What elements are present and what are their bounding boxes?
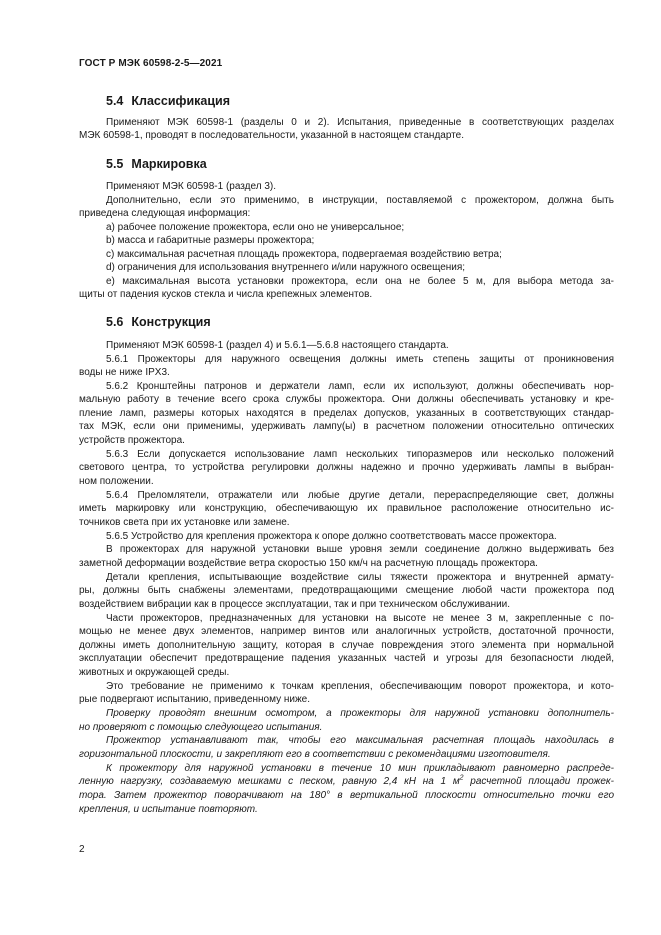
list-item: d) ограничения для использования внутреннего и/или наружного освещения; bbox=[106, 262, 466, 273]
paragraph-line: Это требование не применимо к точкам крепления, обеспечивающим поворот прожектора, и кото- bbox=[106, 681, 614, 692]
paragraph-line: тах МЭК, если они применимы, удерживать лампу(ы) в расчетном положении относительно оптических bbox=[79, 421, 614, 432]
section-number: 5.6 bbox=[106, 315, 124, 329]
list-item: а) рабочее положение прожектора, если оно не универсальное; bbox=[106, 222, 405, 233]
paragraph-line: животных и окружающей среды. bbox=[79, 667, 230, 678]
paragraph-line: должны иметь дополнительную защиту, которая в случае повреждения этого элемента при нормальной bbox=[79, 640, 614, 651]
section-heading-5-5 bbox=[106, 157, 207, 171]
superscript: 2 bbox=[459, 774, 464, 782]
paragraph-line: Применяют МЭК 60598-1 (разделы 0 и 2). Испытания, приведенные в соответствующих разделах bbox=[106, 117, 614, 128]
paragraph-line: иметь маркировку или конструкцию, обеспечивающую их правильное расположение относительно ис- bbox=[79, 503, 614, 514]
paragraph-line: воздействием вибрации как в процессе эксплуатации, так и при техническом обслуживании. bbox=[79, 599, 511, 610]
section-title: Конструкция bbox=[131, 315, 211, 329]
text-segment: расчетной площади прожек- bbox=[463, 776, 614, 787]
paragraph-line: Детали крепления, испытывающие воздействие силы тяжести прожектора и внутренней армату- bbox=[106, 572, 614, 583]
paragraph-line: 5.6.2 Кронштейны патронов и держатели ламп, если их используют, должны обеспечивать нор- bbox=[106, 381, 614, 392]
paragraph-line: В прожекторах для наружной установки выше уровня земли соединение должно выдерживать без bbox=[106, 544, 614, 555]
test-text-line: крепления, и испытание повторяют. bbox=[79, 804, 258, 815]
page-number: 2 bbox=[79, 844, 85, 855]
paragraph-line: Применяют МЭК 60598-1 (раздел 3). bbox=[106, 181, 276, 192]
test-text-line: горизонтальной плоскости, и закрепляют его в соответствии с рекомендациями изготовителя. bbox=[79, 749, 551, 760]
paragraph-line: 5.6.1 Прожекторы для наружного освещения должны иметь степень защиты от проникновения bbox=[106, 354, 614, 365]
paragraph-line: точников света при их установке или замене. bbox=[79, 517, 290, 528]
paragraph-line: Дополнительно, если это применимо, в инструкции, поставляемой с прожектором, должна быть bbox=[106, 195, 614, 206]
section-number: 5.4 bbox=[106, 94, 124, 108]
paragraph-line: заметной деформации воздействие ветра скоростью 150 км/ч на расчетную площадь прожектора. bbox=[79, 558, 538, 569]
paragraph-line: эксплуатации обеспечит предотвращение падения указанных частей и угрозы для безопасности людей, bbox=[79, 653, 614, 664]
test-text-line bbox=[79, 776, 614, 788]
paragraph-line: устройств прожектора. bbox=[79, 435, 185, 446]
section-heading-5-6 bbox=[106, 315, 211, 329]
text-segment: ленную нагрузку, создаваемую мешками с песком, равную 2,4 кН на 1 м bbox=[79, 776, 460, 787]
section-number: 5.5 bbox=[106, 157, 124, 171]
paragraph-line: ном положении. bbox=[79, 476, 154, 487]
test-text-line: тора. Затем прожектор поворачивают на 180° в вертикальной плоскости относительно точки его bbox=[79, 790, 614, 801]
paragraph-line: пление ламп, размеры которых находятся в пределах допусков, указанных в соответствующих стандар- bbox=[79, 408, 614, 419]
test-text-line: но проверяют с помощью следующего испытания. bbox=[79, 722, 323, 733]
paragraph-line: ры, должны быть снабжены элементами, предотвращающими смещение любой части прожектора под bbox=[79, 585, 614, 596]
list-item: c) максимальная расчетная площадь прожектора, подвергаемая воздействию ветра; bbox=[106, 249, 502, 260]
paragraph-line: 5.6.4 Преломлятели, отражатели или любые другие детали, перераспределяющие свет, должны bbox=[106, 490, 614, 501]
paragraph-line: воды не ниже IPX3. bbox=[79, 367, 170, 378]
paragraph-line: приведена следующая информация: bbox=[79, 208, 251, 219]
list-item: b) масса и габаритные размеры прожектора; bbox=[106, 235, 315, 246]
section-heading-5-4 bbox=[106, 94, 230, 108]
paragraph-line: мощью не менее двух элементов, например винтов или аналогичных устройств, достаточной прочности, bbox=[79, 626, 614, 637]
paragraph-line: МЭК 60598-1, проводят в последовательности, указанной в настоящем стандарте. bbox=[79, 130, 465, 141]
standard-designation: ГОСТ Р МЭК 60598-2-5—2021 bbox=[79, 58, 223, 69]
test-text-line: К прожектору для наружной установки в течение 10 мин прикладывают равномерно распреде- bbox=[106, 763, 614, 774]
paragraph-line: 5.6.5 Устройство для крепления прожектора к опоре должно соответствовать массе прожектора. bbox=[106, 531, 557, 542]
section-title: Классификация bbox=[131, 94, 230, 108]
test-text-line: Проверку проводят внешним осмотром, а прожекторы для наружной установки дополнитель- bbox=[106, 708, 614, 719]
list-item: щиты от падения кусков стекла и числа крепежных элементов. bbox=[79, 289, 373, 300]
paragraph-line: Части прожекторов, предназначенных для установки на высоте не менее 3 м, закрепленные с по- bbox=[106, 613, 614, 624]
list-item: e) максимальная высота установки прожектора, если она не более 5 м, для выбора метода за- bbox=[106, 276, 614, 287]
paragraph-line: 5.6.3 Если допускается использование ламп нескольких типоразмеров или несколько положений bbox=[106, 449, 614, 460]
paragraph-line: Применяют МЭК 60598-1 (раздел 4) и 5.6.1—5.6.8 настоящего стандарта. bbox=[106, 340, 449, 351]
test-text-line: Прожектор устанавливают так, чтобы его максимальная расчетная площадь находилась в bbox=[106, 735, 614, 746]
paragraph-line: рые подвергают испытанию, приведенному ниже. bbox=[79, 694, 311, 705]
paragraph-line: мальную работу в течение всего срока службы прожектора. Они должны обеспечивать установку и кре- bbox=[79, 394, 614, 405]
section-title: Маркировка bbox=[131, 157, 207, 171]
paragraph-line: светового центра, то устройства регулировки должны надежно и прочно удерживать лампы в выбран- bbox=[79, 462, 614, 473]
